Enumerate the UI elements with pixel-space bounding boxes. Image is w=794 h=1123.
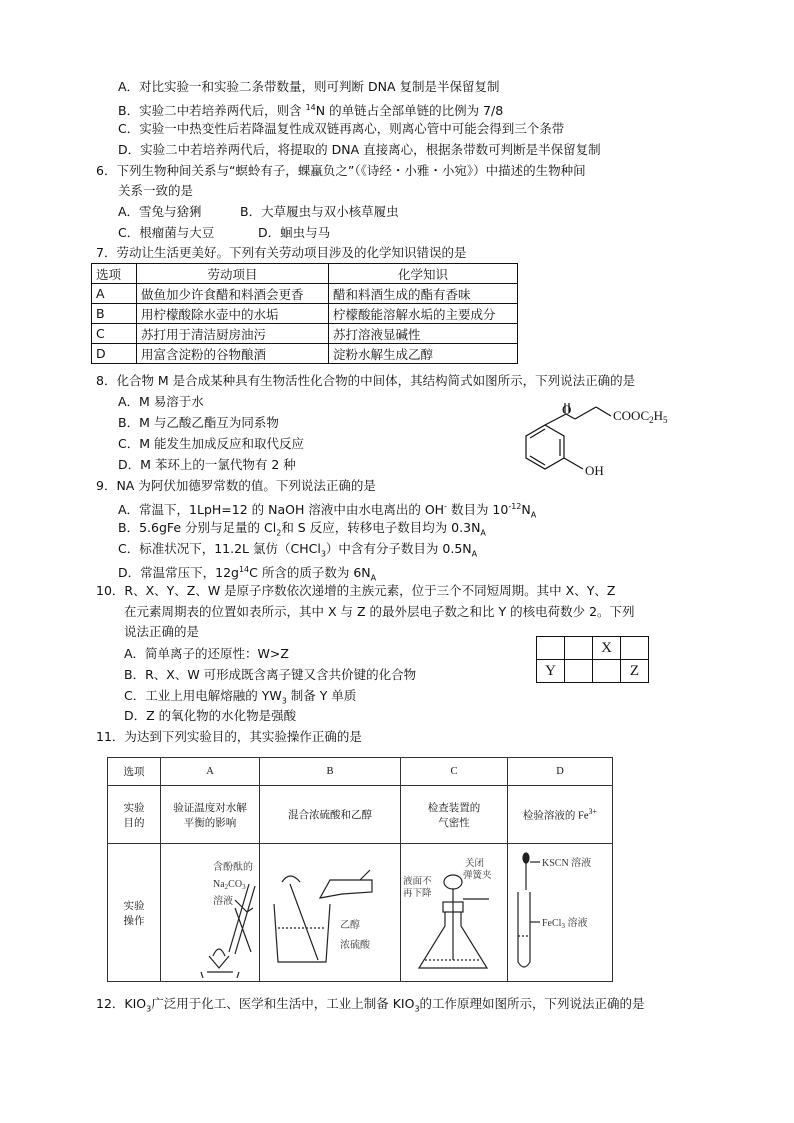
table-row: B 用柠檬酸除水壶中的水垢 柠檬酸能溶解水垢的主要成分 [92,304,518,324]
q7-header-project: 劳动项目 [137,264,329,284]
q8-option-b: B．M 与乙酸乙酯互为同系物 [118,415,279,430]
q11-apparatus-a [161,844,259,978]
q11-header-c: C [401,758,508,786]
q8-struct-hydroxyl: OH [585,463,604,478]
q6-stem-line1: 6．下列生物种间关系与“螟蛉有子，蜾蠃负之”（《诗经・小雅・小宛》）中描述的生物种间 [96,163,586,178]
q10-stem-line1: 10．R、X、Y、Z、W 是原子序数依次递增的主族元素，位于三个不同短周期。其中 X、Y、Z [96,583,616,598]
q11-operation-row [108,844,613,982]
q11-operation-label: 实验 操作 [108,844,161,982]
q9-stem: 9．NA 为阿伏加德罗常数的值。下列说法正确的是 [96,478,376,493]
q8-structure-diagram [495,397,695,489]
q10-option-c: C．工业上用电解熔融的 $YW_3$ 制备 Y 单质 [124,688,357,706]
q11-apparatus-d [508,844,612,978]
q10-cell-z: Z [621,660,649,683]
svg-text:FeCl3 溶液: FeCl$_3$ 溶液 [542,918,588,930]
q11-operation-a [161,844,260,982]
q11-purpose-d: 检验溶液的 $Fe^{3+}$ [508,786,613,844]
svg-text:溶液: 溶液 [213,896,233,907]
q7-stem: 7．劳动让生活更美好。下列有关劳动项目涉及的化学知识错误的是 [96,245,467,260]
svg-text:弹簧夹: 弹簧夹 [463,871,492,881]
q11-operation-b [260,844,401,982]
q10-cell-y: Y [537,660,565,683]
q9-option-c: C．标准状况下，11.2L 氯仿（CHCl$_3$）中含有分子数目为 $0.5N_A$ [118,541,478,559]
q7-header-option: 选项 [92,264,137,284]
q6-option-d: D．蛔虫与马 [258,225,331,240]
q11-apparatus-c [401,844,507,978]
svg-text:关闭: 关闭 [465,859,485,869]
q9-option-b: B．5.6gFe 分别与足量的 $Cl_2$和 S 反应，转移电子数目均为 $0.3N_A$ [118,520,486,538]
q8-option-c: C．M 能发生加成反应和取代反应 [118,436,304,451]
q11-header-b: B [260,758,401,786]
q11-header-a: A [161,758,260,786]
q5-option-b: B．实验二中若培养两代后，则含 $^{14}$N 的单链占全部单链的比例为 7/8 [118,103,504,119]
q10-periodic-grid [536,636,649,683]
q8-struct-oxygen: O [562,402,572,417]
svg-text:乙醇: 乙醇 [340,920,360,931]
q12-stem: 12．$KIO_3$广泛用于化工、医学和生活中，工业上制备 $KIO_3$的工作原理如图所示，下列说法正确的是 [96,996,645,1014]
q6-option-b: B．大草履虫与双小核草履虫 [240,204,399,219]
q9-option-a: A．常温下，1LpH=12 的 NaOH 溶液中由水电离出的 OH- 数目为 $10^{-12}N_A$ [118,502,537,520]
q10-stem-line2: 在元素周期表的位置如表所示，其中 X 与 Z 的最外层电子数之和比 Y 的核电荷数少 2。下列 [124,604,635,619]
q8-stem: 8．化合物 M 是合成某种具有生物活性化合物的中间体，其结构简式如图所示，下列说法正确的是 [96,373,636,388]
q7-header-knowledge: 化学知识 [329,264,518,284]
table-row: A 做鱼加少许食醋和料酒会更香 醋和料酒生成的酯有香味 [92,284,518,304]
q8-option-d: D．M 苯环上的一氯代物有 2 种 [118,457,296,472]
q11-purpose-row [108,786,613,844]
q11-stem: 11．为达到下列实验目的，其实验操作正确的是 [96,729,362,744]
q6-stem-line2: 关系一致的是 [118,183,194,198]
q9-option-d: D．常温常压下，$12g^{14}C$ 所含的质子数为 $6N_A$ [118,565,377,583]
q11-purpose-a: 验证温度对水解 平衡的影响 [161,786,260,844]
q7-table [91,263,518,364]
q10-stem-line3: 说法正确的是 [124,624,200,639]
q11-header-d: D [508,758,613,786]
q6-option-a: A．雪兔与猞猁 [118,204,202,219]
q10-option-b: B．R、X、W 可形成既含离子键又含共价键的化合物 [124,667,417,682]
svg-text:浓硫酸: 浓硫酸 [340,940,370,951]
q11-header-option: 选项 [108,758,161,786]
q11-purpose-b: 混合浓硫酸和乙醇 [260,786,401,844]
q7-table-header [92,264,518,284]
q11-operation-c [401,844,508,982]
svg-text:液面不: 液面不 [403,877,432,887]
svg-text:Na2CO3: $Na_2CO_3$ [213,879,246,891]
table-row: D 用富含淀粉的谷物酿酒 淀粉水解生成乙醇 [92,344,518,364]
q11-purpose-label: 实验 目的 [108,786,161,844]
q8-option-a: A．M 易溶于水 [118,394,204,409]
svg-text:再下降: 再下降 [403,889,432,899]
table-row: C 苏打用于清洁厨房油污 苏打溶液显碱性 [92,324,518,344]
svg-text:KSCN 溶液: KSCN 溶液 [542,858,592,869]
q5-option-c: C．实验一中热变性后若降温复性成双链再离心，则离心管中可能会得到三个条带 [118,121,565,136]
q5-option-a: A．对比实验一和实验二条带数量，则可判断 DNA 复制是半保留复制 [118,79,500,94]
q11-operation-d [508,844,613,982]
svg-text:含酚酞的: 含酚酞的 [213,862,253,873]
q5-option-d: D．实验二中若培养两代后，将提取的 DNA 直接离心，根据条带数可判断是半保留复制 [118,142,601,157]
q11-apparatus-b [260,844,400,978]
q10-option-d: D．Z 的氧化物的水化物是强酸 [124,708,297,723]
q8-struct-ester: $COOC_2H_5$ [613,408,668,425]
q11-purpose-c: 检查装置的 气密性 [401,786,508,844]
q10-option-a: A．简单离子的还原性：W>Z [124,646,289,661]
q10-cell-x: X [593,637,621,660]
q11-table [107,757,613,982]
q6-option-c: C．根瘤菌与大豆 [118,225,215,240]
q11-header-row [108,758,613,786]
